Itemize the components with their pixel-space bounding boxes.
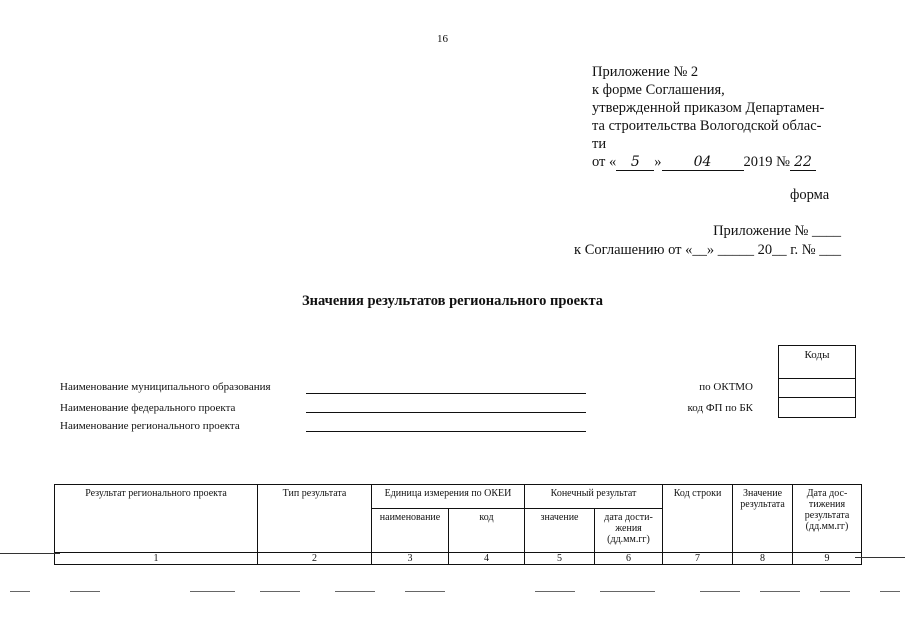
annex-date-line [592,153,824,171]
handwritten-month: 04 [662,155,744,171]
header-final-date: дата дости-жения (дд.мм.гг) [595,509,663,553]
header-type: Тип результата [258,485,372,553]
agreement-annex-line-1: Приложение № ____ [713,223,841,239]
header-unit: Единица измерения по ОКЕИ [372,485,525,509]
regional-project-label: Наименование регионального проекта [60,420,240,432]
col-num-1: 1 [55,553,258,565]
annex-line-1: Приложение № 2 [592,64,699,80]
column-numbers-row [55,553,862,565]
scan-dash [335,591,375,592]
col-num-7: 7 [663,553,733,565]
form-title: Значения результатов регионального проекта [301,293,604,309]
agreement-annex-line-2: к Соглашению от «__» _____ 20__ г. № ___ [574,242,841,258]
col-num-2: 2 [258,553,372,565]
annex-line-5: ти [592,136,607,152]
scan-dash [535,591,575,592]
header-row-code: Код строки [663,485,733,553]
scan-dash [880,591,900,592]
annex-line-2: к форме Соглашения, [592,82,725,98]
year-part: 2019 № [743,154,790,170]
scan-dash [760,591,800,592]
municipality-field[interactable] [306,393,586,394]
scan-dash [600,591,655,592]
scan-dash [260,591,300,592]
col-num-8: 8 [733,553,793,565]
federal-project-label: Наименование федерального проекта [60,402,236,414]
scan-dash [10,591,30,592]
results-table [54,484,862,565]
oktmo-code-cell[interactable] [779,379,855,398]
col-num-4: 4 [449,553,525,565]
fp-bk-label: код ФП по БК [687,402,753,414]
scan-line-right [855,557,905,558]
scan-dash [190,591,235,592]
col-num-5: 5 [525,553,595,565]
regional-project-field[interactable] [306,431,586,432]
codes-box [778,345,856,418]
fp-code-cell[interactable] [779,398,855,417]
scan-dash [820,591,850,592]
handwritten-day: 5 [616,155,654,171]
municipality-label: Наименование муниципального образования [60,381,271,393]
col-num-6: 6 [595,553,663,565]
scan-dash [700,591,740,592]
scan-dash [70,591,100,592]
agreement-annex [574,222,841,260]
header-unit-name: наименование [372,509,449,553]
annex-block [592,63,824,171]
forma-label: форма [790,187,830,203]
date-prefix: от « [592,154,617,170]
scan-line-left [0,553,60,554]
federal-project-field[interactable] [306,412,586,413]
header-result: Результат регионального проекта [55,485,258,553]
col-num-9: 9 [793,553,862,565]
header-final: Конечный результат [525,485,663,509]
annex-line-3: утвержденной приказом Департамен- [592,100,825,116]
header-result-value: Значение результата [733,485,793,553]
header-result-date: Дата дос-тижения результата (дд.мм.гг) [793,485,862,553]
oktmo-label: по ОКТМО [699,381,753,393]
annex-line-4: та строительства Вологодской облас- [592,118,822,134]
col-num-3: 3 [372,553,449,565]
codes-header: Коды [779,346,855,379]
date-mid: » [654,154,662,170]
scan-dash [405,591,445,592]
handwritten-number: 22 [790,155,816,171]
header-unit-code: код [449,509,525,553]
page-number: 16 [437,33,448,45]
header-final-value: значение [525,509,595,553]
